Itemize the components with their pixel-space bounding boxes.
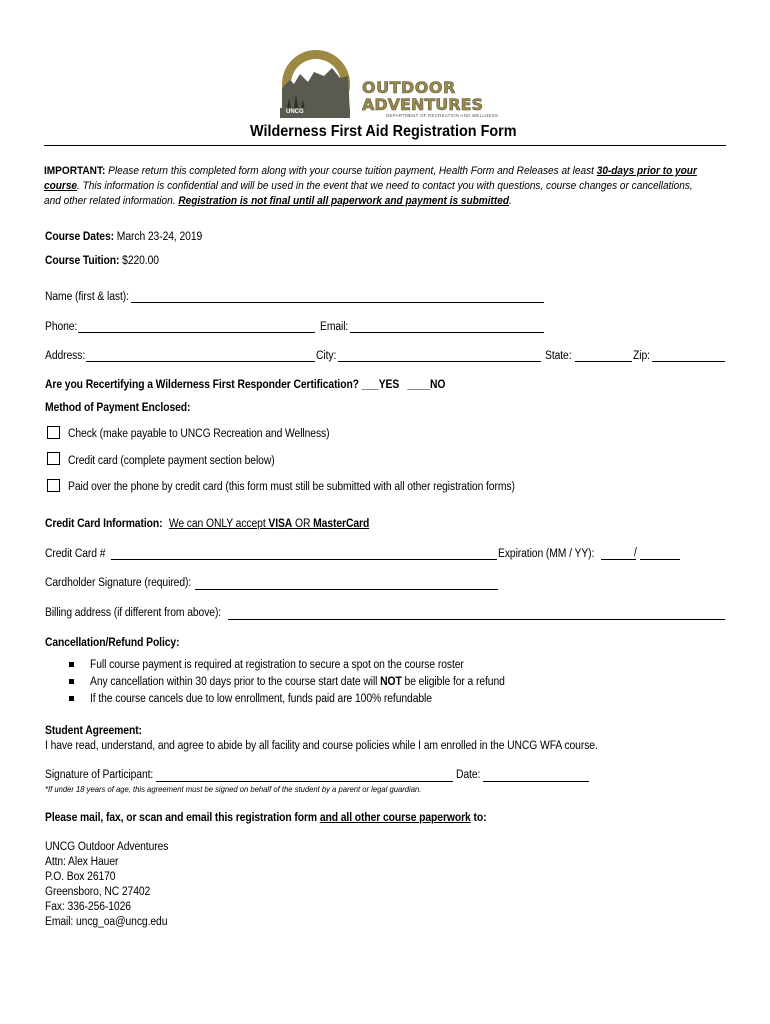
- billing-address-field[interactable]: [228, 619, 725, 620]
- address-email[interactable]: Email: uncg_oa@uncg.edu: [45, 916, 168, 928]
- payment-credit-card-checkbox[interactable]: [47, 452, 60, 465]
- important-notice: [44, 164, 724, 209]
- important-final-note: Registration is not final until all paperwork and payment is submitted: [178, 195, 509, 207]
- important-line1: [44, 164, 724, 179]
- cardholder-signature-label: Cardholder Signature (required):: [45, 577, 192, 589]
- cancellation-item-2-c: be eligible for a refund: [401, 676, 505, 688]
- recert-question: [45, 379, 445, 391]
- address-field[interactable]: [86, 361, 315, 362]
- email-field[interactable]: [350, 332, 544, 333]
- course-tuition-value: $220.00: [122, 255, 159, 267]
- page-title: Wilderness First Aid Registration Form: [250, 123, 517, 140]
- name-label: Name (first & last):: [45, 291, 129, 303]
- mail-text-c: to:: [470, 812, 487, 824]
- recert-question-text: Are you Recertifying a Wilderness First Responder Certification?: [45, 379, 359, 391]
- credit-mastercard: MasterCard: [313, 518, 370, 530]
- course-tuition-label: Course Tuition:: [45, 255, 120, 267]
- expiration-month-field[interactable]: [601, 559, 636, 560]
- zip-label: Zip:: [633, 350, 650, 362]
- phone-label: Phone:: [45, 321, 78, 333]
- expiration-slash: /: [634, 547, 637, 559]
- participant-date-field[interactable]: [483, 781, 589, 782]
- address-fax: Fax: 336-256-1026: [45, 901, 131, 913]
- course-dates-label: Course Dates:: [45, 231, 115, 243]
- phone-field[interactable]: [78, 332, 315, 333]
- credit-card-heading: Credit Card Information:: [45, 518, 163, 530]
- course-dates-value: March 23-24, 2019: [116, 231, 203, 243]
- credit-card-accept: [169, 518, 369, 530]
- zip-field[interactable]: [652, 361, 725, 362]
- billing-address-label: Billing address (if different from above):: [45, 607, 222, 619]
- payment-option-phone: Paid over the phone by credit card (this form must still be submitted with all other registration forms): [68, 481, 515, 493]
- payment-check-checkbox[interactable]: [47, 426, 60, 439]
- state-label: State:: [545, 350, 572, 362]
- important-end: .: [508, 195, 512, 207]
- credit-card-number-label: Credit Card #: [45, 548, 106, 560]
- important-label: IMPORTANT:: [44, 165, 106, 177]
- agreement-heading: Student Agreement:: [45, 725, 142, 737]
- expiration-year-field[interactable]: [640, 559, 680, 560]
- credit-accept-text: We can ONLY accept: [168, 518, 269, 530]
- important-line3: [44, 194, 724, 209]
- payment-option-check: Check (make payable to UNCG Recreation and Wellness): [68, 428, 330, 440]
- cancellation-item-2-a: Any cancellation within 30 days prior to the course start date will: [90, 676, 381, 688]
- cancellation-item-3: If the course cancels due to low enrollment, funds paid are 100% refundable: [90, 693, 432, 705]
- cancellation-item-1: Full course payment is required at registration to secure a spot on the course roster: [90, 659, 464, 671]
- email-label: Email:: [320, 321, 349, 333]
- cancellation-item-2: [90, 676, 505, 688]
- recert-yes[interactable]: ___YES: [361, 379, 400, 391]
- important-deadline-b: course: [44, 180, 78, 192]
- cardholder-signature-field[interactable]: [195, 589, 498, 590]
- cancellation-bullet-3: [69, 696, 74, 701]
- city-label: City:: [316, 350, 337, 362]
- city-field[interactable]: [338, 361, 541, 362]
- cancellation-bullet-1: [69, 662, 74, 667]
- credit-card-heading-row: [45, 518, 369, 530]
- address-label: Address:: [45, 350, 86, 362]
- mail-text-a: Please mail, fax, or scan and email this registration form: [45, 812, 320, 824]
- mail-instructions: [45, 812, 486, 824]
- payment-heading: Method of Payment Enclosed:: [45, 402, 191, 414]
- credit-or: OR: [292, 518, 314, 530]
- address-line-4: Greensboro, NC 27402: [45, 886, 151, 898]
- important-text3: and other related information.: [44, 195, 179, 207]
- name-field[interactable]: [131, 302, 544, 303]
- state-field[interactable]: [575, 361, 632, 362]
- important-text2: . This information is confidential and will be used in the event that we need to contact you with questions, course changes or cancellations,: [77, 180, 693, 192]
- important-line2: [44, 179, 724, 194]
- cancellation-heading: Cancellation/Refund Policy:: [45, 637, 180, 649]
- credit-visa: VISA: [268, 518, 293, 530]
- expiration-label: Expiration (MM / YY):: [498, 548, 595, 560]
- payment-phone-checkbox[interactable]: [47, 479, 60, 492]
- agreement-text: I have read, understand, and agree to abide by all facility and course policies while I am enrolled in the UNCG WFA course.: [45, 740, 598, 752]
- logo-line1: OUTDOOR: [362, 78, 456, 97]
- address-line-3: P.O. Box 26170: [45, 871, 116, 883]
- participant-signature-field[interactable]: [156, 781, 453, 782]
- course-tuition: [45, 255, 159, 267]
- logo-seal-text: UNCG: [286, 109, 304, 115]
- participant-date-label: Date:: [456, 769, 481, 781]
- credit-card-number-field[interactable]: [111, 559, 497, 560]
- payment-option-credit-card: Credit card (complete payment section below): [68, 455, 275, 467]
- mail-text-b: and all other course paperwork: [319, 812, 471, 824]
- cancellation-item-2-not: NOT: [380, 676, 402, 688]
- cancellation-bullet-2: [69, 679, 74, 684]
- logo-line2: ADVENTURES: [362, 95, 484, 114]
- logo-tagline: DEPARTMENT OF RECREATION AND WELLNESS: [386, 113, 499, 118]
- guardian-note: *If under 18 years of age, this agreement must be signed on behalf of the student by a parent or legal guardian.: [45, 784, 422, 794]
- address-line-2: Attn: Alex Hauer: [45, 856, 119, 868]
- recert-no[interactable]: ____NO: [407, 379, 446, 391]
- participant-signature-label: Signature of Participant:: [45, 769, 154, 781]
- title-rule: [44, 145, 726, 146]
- address-line-1: UNCG Outdoor Adventures: [45, 841, 169, 853]
- course-dates: [45, 231, 202, 243]
- important-deadline-a: 30-days prior to your: [596, 165, 697, 177]
- important-text1: Please return this completed form along with your course tuition payment, Health Form and Releases at least: [105, 165, 597, 177]
